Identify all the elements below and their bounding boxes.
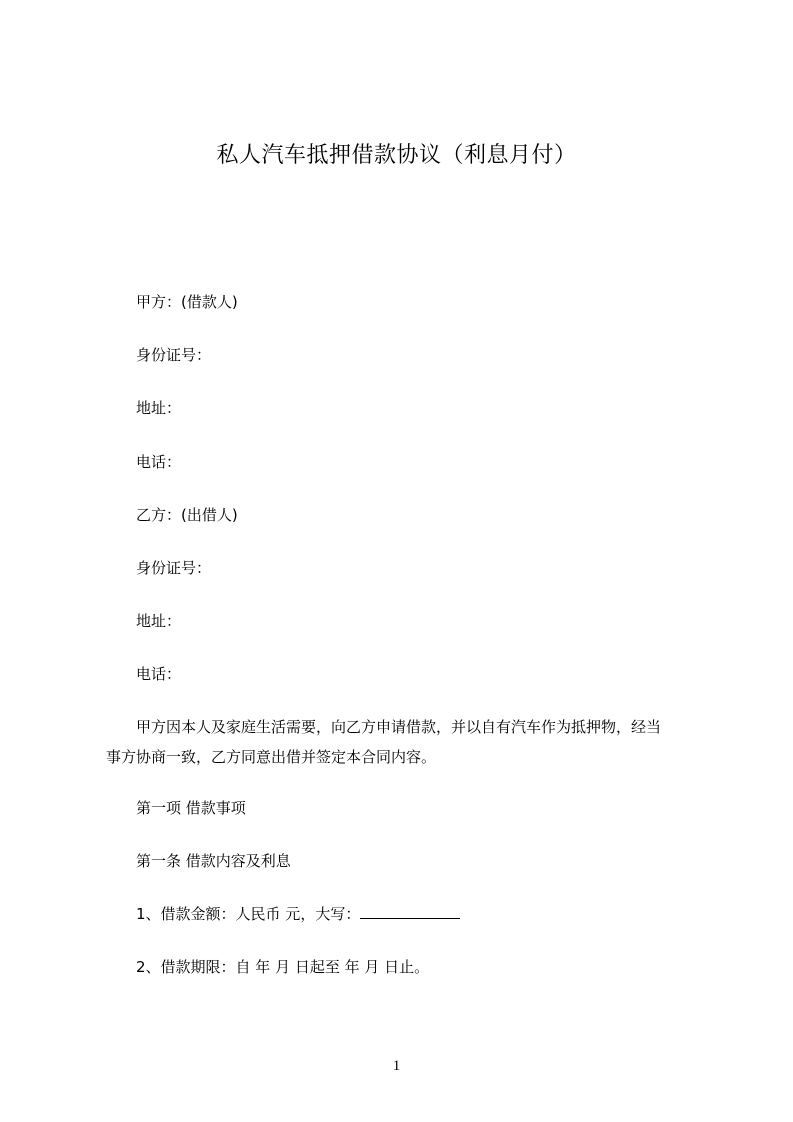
party-a-phone-label: 电话： xyxy=(136,453,182,471)
preamble-line-2: 事方协商一致，乙方同意出借并签定本合同内容。 xyxy=(106,748,437,766)
page-number: 1 xyxy=(392,1058,401,1074)
section-1-heading: 第一项 借款事项 xyxy=(136,799,246,817)
party-b-phone-label: 电话： xyxy=(136,665,182,683)
article-1-heading: 第一条 借款内容及利息 xyxy=(136,852,291,870)
party-b-label: 乙方：(出借人) xyxy=(136,506,238,524)
party-b-id-label: 身份证号： xyxy=(136,559,212,577)
document-title: 私人汽车抵押借款协议（利息月付） xyxy=(216,143,577,168)
loan-amount-text: 1、借款金额：人民币 元，大写： xyxy=(136,905,361,923)
preamble-line-1: 甲方因本人及家庭生活需要，向乙方申请借款，并以自有汽车作为抵押物，经当 xyxy=(136,718,662,736)
loan-amount-blank-line xyxy=(360,904,460,919)
loan-term-item: 2、借款期限：自 年 月 日起至 年 月 日止。 xyxy=(136,958,430,976)
party-a-id-label: 身份证号： xyxy=(136,346,212,364)
preamble-paragraph xyxy=(106,712,706,772)
loan-amount-item xyxy=(136,904,460,924)
party-a-address-label: 地址： xyxy=(136,399,182,417)
party-a-label: 甲方：(借款人) xyxy=(136,293,238,311)
party-b-address-label: 地址： xyxy=(136,612,182,630)
